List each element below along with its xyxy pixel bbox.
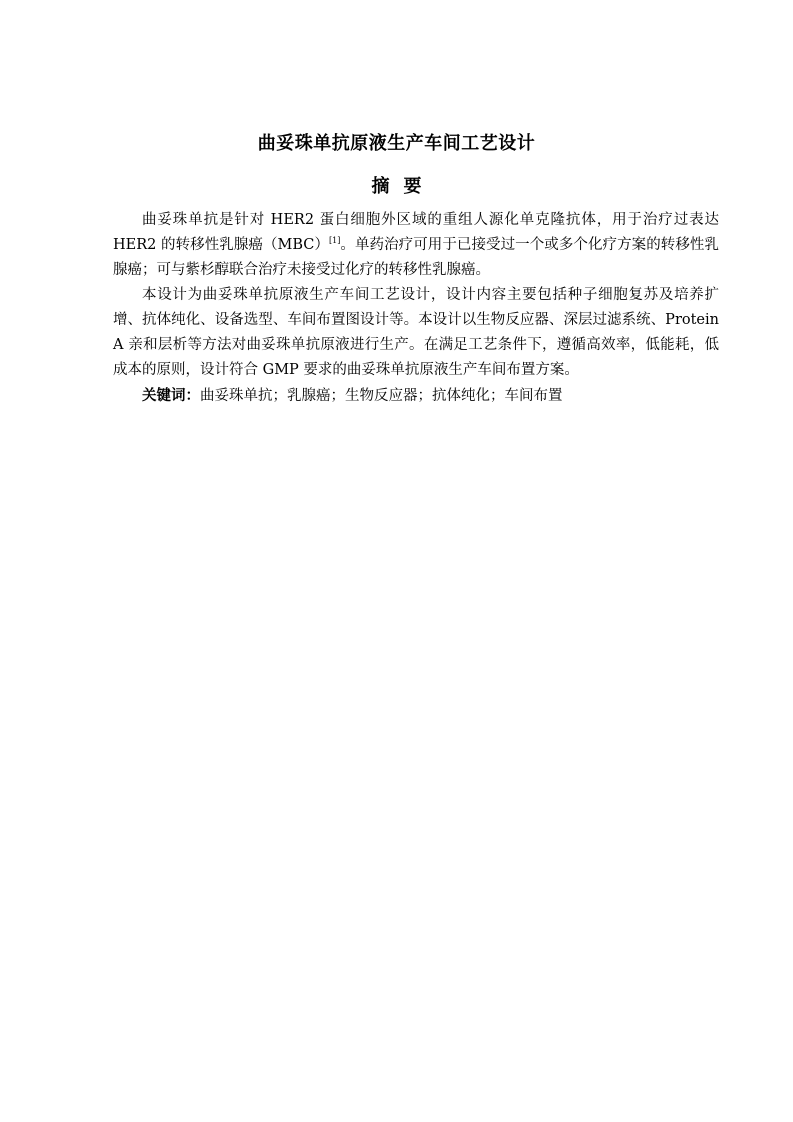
keywords-label: 关键词： <box>142 387 200 404</box>
citation-reference: [1] <box>329 236 341 246</box>
abstract-heading: 摘要 <box>371 176 436 197</box>
abstract-body <box>113 208 719 409</box>
abstract-paragraph-2: 本设计为曲妥珠单抗原液生产车间工艺设计，设计内容主要包括种子细胞复苏及培养扩增、抗体纯化、设备选型、车间布置图设计等。本设计以生物反应器、深层过滤系统、Protein A 亲和层析等方法对曲妥珠单抗原液进行生产。在满足工艺条件下，遵循高效率，低能耗，低成本的原则，设计符合 GMP 要求的曲妥珠单抗原液生产车间布置方案。 <box>113 287 719 378</box>
abstract-paragraph-1 <box>113 208 719 283</box>
keywords-text: 曲妥珠单抗；乳腺癌；生物反应器；抗体纯化；车间布置 <box>200 388 563 404</box>
paragraph-text: 曲妥珠单抗是针对 HER2 蛋白细胞外区域的重组人源化单克隆抗体，用于治疗过表达 HER2 的转移性乳腺癌（MBC） <box>113 212 719 253</box>
keywords-line <box>113 383 719 409</box>
paragraph-text: 。单药治疗可用于已接受过一个或多个化疗方案的转移性乳腺癌；可与紫杉醇联合治疗未接受过化疗的转移性乳腺癌。 <box>113 237 719 278</box>
document-title: 曲妥珠单抗原液生产车间工艺设计 <box>257 133 536 154</box>
